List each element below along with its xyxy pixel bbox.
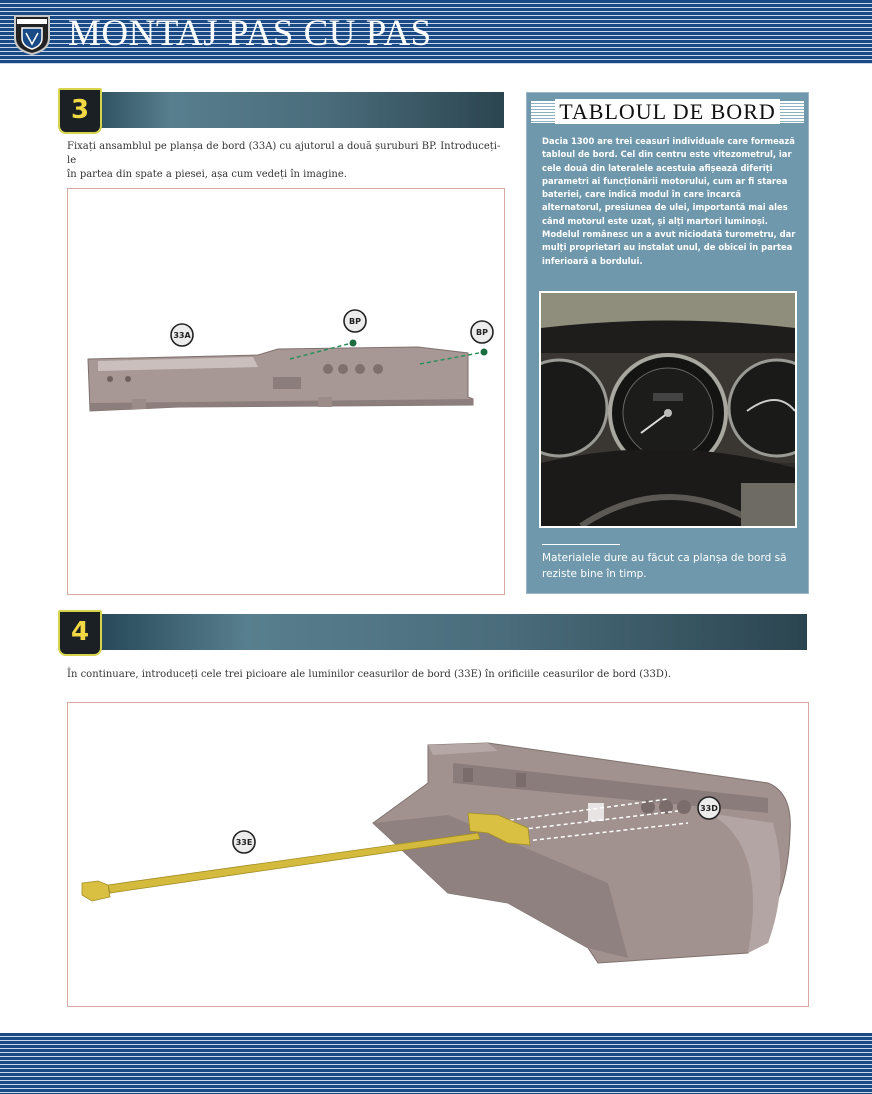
dacia-shield-icon xyxy=(12,14,52,56)
step-4-header-bar xyxy=(60,614,807,650)
screw-bp-2 xyxy=(481,349,488,356)
page-title: MONTAJ PAS CU PAS xyxy=(68,13,432,54)
svg-text:BP: BP xyxy=(476,328,488,337)
sidebar-title: TABLOUL DE BORD xyxy=(555,99,780,124)
step-3-instruction-line-2: în partea din spate a piesei, așa cum vedeți în imagine. xyxy=(67,169,347,180)
sidebar-box xyxy=(526,92,809,594)
svg-text:33D: 33D xyxy=(700,804,718,813)
label-bp-1 xyxy=(344,310,366,332)
step-4-badge xyxy=(58,610,102,656)
step-3-figure xyxy=(67,188,505,595)
footer-bar xyxy=(0,1033,872,1094)
sidebar-title-band xyxy=(531,101,804,123)
label-bp-2 xyxy=(471,321,493,343)
step-3-header-bar xyxy=(60,92,504,128)
step-3-instruction-line-1: Fixați ansamblul pe planșa de bord (33A) cu ajutorul a două șuruburi BP. Introduceți-le xyxy=(67,141,501,166)
step-4-number: 4 xyxy=(70,617,90,647)
step-4-illustration xyxy=(68,703,808,1006)
svg-text:BP: BP xyxy=(349,317,361,326)
dashboard-gauges-photo xyxy=(539,291,797,528)
svg-text:33E: 33E xyxy=(235,838,253,847)
label-33e xyxy=(233,831,255,853)
sidebar-text: Dacia 1300 are trei ceasuri individuale care formează tabloul de bord. Cel din centru este vitezometrul, iar cele două din lateralele acestuia afișează diferiți parametri ai funcționării motorului, cum ar fi starea bateriei, care indică modul în care încarcă alternatorul, presiunea de ulei, importantă mai ales când motorul este uzat, și alți martori luminoși. Modelul românesc un a avut niciodată turometru, dar mulți proprietari au instalat unul, de obicei în partea inferioară a bordului. xyxy=(542,136,796,266)
label-33d xyxy=(698,797,720,819)
caption-divider xyxy=(542,544,620,545)
photo-caption: Materialele dure au făcut ca planșa de bord să reziste bine în timp. xyxy=(542,552,787,580)
step-3-number: 3 xyxy=(70,95,90,125)
screw-bp-1 xyxy=(350,340,357,347)
gauge-housing-33d xyxy=(373,743,790,963)
dashboard-panel-33a xyxy=(88,347,473,411)
svg-text:33A: 33A xyxy=(173,331,191,340)
step-3-instruction xyxy=(67,140,507,182)
step-3-badge xyxy=(58,88,102,134)
label-33a xyxy=(171,324,193,346)
step-4-instruction: În continuare, introduceți cele trei picioare ale luminilor ceasurilor de bord (33E) în orificiile ceasurilor de bord (33D). xyxy=(67,669,672,680)
step-3-illustration xyxy=(68,189,504,594)
step-4-figure xyxy=(67,702,809,1007)
